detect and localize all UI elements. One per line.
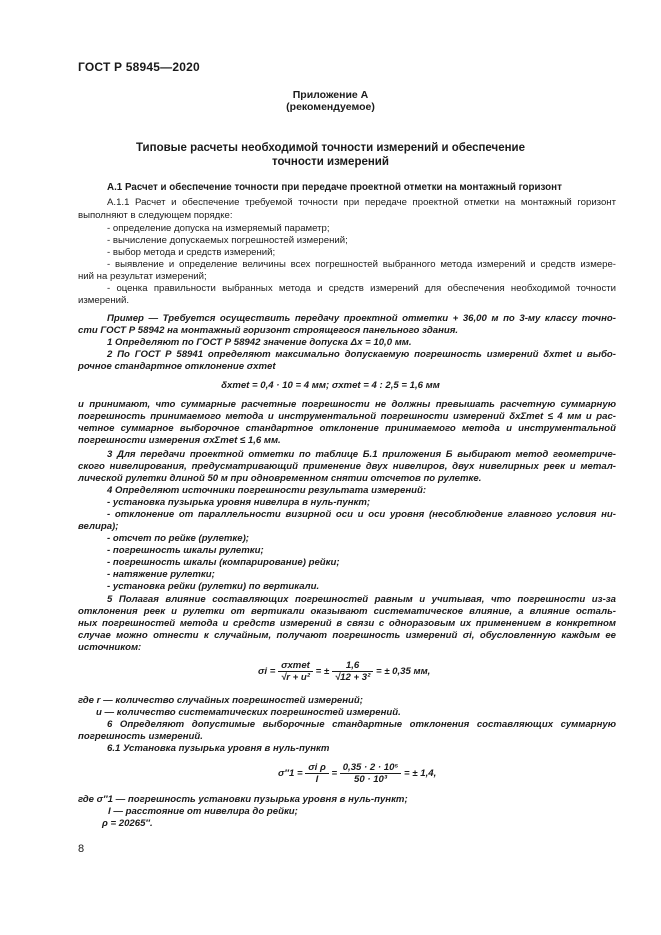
example-step: ского нивелирования, предусматривающий применение двух нивелиров, двух нивелирных реек и метал- <box>78 461 616 472</box>
paragraph-line: А.1.1 Расчет и обеспечение требуемой точности при передаче проектной отметки на монтажный горизонт <box>107 197 616 208</box>
formula-denominator: l <box>315 774 319 785</box>
example-step: источником: <box>78 642 142 653</box>
where-line: u — количество систематических погрешностей измерений. <box>96 707 401 718</box>
formula-denominator: √r + u² <box>280 672 310 683</box>
example-step: 1 Определяют по ГОСТ Р 58942 значение допуска Δx = 10,0 мм. <box>107 337 412 348</box>
example-line: четное суммарное выборочное стандартное отклонение принимаемого метода и инструментальной <box>78 423 616 434</box>
appendix-title-line1: Типовые расчеты необходимой точности измерений и обеспечение <box>135 142 526 154</box>
example-step: 6.1 Установка пузырька уровня в нуль-пункт <box>107 743 330 754</box>
list-item: - натяжение рулетки; <box>107 569 215 580</box>
example-step: ных погрешностей метода и средств измерений в связи с одноразовым их применением в конкретном <box>78 618 616 629</box>
document-header: ГОСТ Р 58945—2020 <box>78 60 200 74</box>
formula-operator: = ± <box>315 666 330 677</box>
where-line: где r — количество случайных погрешностей измерений; <box>78 695 363 706</box>
formula-numerator: σi ρ <box>305 762 329 774</box>
example-step: 3 Для передачи проектной отметки по таблице Б.1 приложения Б выбирают метод геометриче- <box>107 449 616 460</box>
example-step: случае можно отнести к случайным, получают погрешность измерений σi, обусловленную каждым ее <box>78 630 616 641</box>
paragraph-line: выполняют в следующем порядке: <box>78 210 233 221</box>
where-line: ρ = 20265″. <box>102 818 153 829</box>
formula-rhs: = ± 0,35 мм, <box>375 666 431 677</box>
appendix-title-line2: точности измерений <box>272 156 389 168</box>
formula-numerator: 1,6 <box>332 660 373 672</box>
example-line: погрешность принимаемого метода и инструментальной погрешности измерений δxΣmet ≤ 4 мм и рас- <box>78 411 616 422</box>
appendix-label: Приложение А <box>292 89 369 101</box>
list-item: - установка пузырька уровня нивелира в нуль-пункт; <box>107 497 371 508</box>
example-line: сти ГОСТ Р 58942 на монтажный горизонт строящегося панельного здания. <box>78 325 459 336</box>
list-item: - погрешность шкалы рулетки; <box>107 545 264 556</box>
formula-rhs: = ± 1,4, <box>404 768 437 779</box>
example-step: рочное стандартное отклонение σxmet <box>78 361 276 372</box>
where-line: где σ″1 — погрешность установки пузырька уровня в нуль-пункт; <box>78 794 408 805</box>
page-number: 8 <box>78 843 85 855</box>
formula-denominator: 50 · 10³ <box>354 774 388 785</box>
list-item: - отсчет по рейке (рулетке); <box>107 533 249 544</box>
list-item-continuation: измерений. <box>78 295 130 306</box>
example-step: 2 По ГОСТ Р 58941 определяют максимально допускаемую погрешность измерений δxmet и выбо- <box>107 349 616 360</box>
list-item: - отклонение от параллельности визирной оси и оси уровня (несоблюдение главного условия ни- <box>107 509 616 520</box>
example-step: 4 Определяют источники погрешности результата измерений: <box>107 485 427 496</box>
formula-lhs: σ″1 = <box>278 768 303 779</box>
formula-2 <box>258 660 430 683</box>
list-item: - выявление и определение величины всех погрешностей выбранного метода измерений и средств измере- <box>107 259 616 270</box>
example-step: лической рулетки длиной 50 м при одновременном снятии отсчетов по рулетке. <box>78 473 482 484</box>
list-item-continuation: велира); <box>78 521 119 532</box>
list-item: - погрешность шкалы (компарирование) рейки; <box>107 557 340 568</box>
example-line: Пример — Требуется осуществить передачу проектной отметки + 36,00 м по 3-му классу точно- <box>107 313 616 324</box>
formula-numerator: σxmet <box>278 660 313 672</box>
list-item: - выбор метода и средств измерений; <box>107 247 276 258</box>
list-item: - вычисление допускаемых погрешностей измерений; <box>107 235 348 246</box>
list-item: - установка рейки (рулетки) по вертикали. <box>107 581 320 592</box>
where-line: l — расстояние от нивелира до рейки; <box>108 806 298 817</box>
list-item: - определение допуска на измеряемый параметр; <box>107 223 330 234</box>
example-step: 6 Определяют допустимые выборочные стандартные отклонения составляющих суммарную <box>107 719 616 730</box>
example-step: погрешность измерений. <box>78 731 203 742</box>
example-line: и принимают, что суммарные расчетные погрешности не должны превышать расчетную суммарную <box>78 399 616 410</box>
list-item-continuation: ний на результат измерений; <box>78 271 207 282</box>
formula-denominator: √12 + 3² <box>334 672 371 683</box>
formula-operator: = <box>331 768 338 779</box>
example-step: 5 Полагая влияние составляющих погрешностей равным и учитывая, что погрешности из-за <box>107 594 616 605</box>
formula-lhs: σi = <box>258 666 276 677</box>
formula-1: δxmet = 0,4 · 10 = 4 мм; σxmet = 4 : 2,5 = 1,6 мм <box>221 380 440 391</box>
appendix-type: (рекомендуемое) <box>286 101 375 113</box>
list-item: - оценка правильности выбранных метода и средств измерений для обеспечения необходимой точности <box>107 283 616 294</box>
formula-3 <box>278 762 436 785</box>
example-step: отклонения реек и рулетки от вертикали оказывают систематическое влияние, а влияние осталь- <box>78 606 616 617</box>
section-heading: А.1 Расчет и обеспечение точности при передаче проектной отметки на монтажный горизонт <box>107 182 562 193</box>
formula-numerator: 0,35 · 2 · 10⁵ <box>340 762 402 774</box>
example-line: погрешности измерения σxΣmet ≤ 1,6 мм. <box>78 435 281 446</box>
